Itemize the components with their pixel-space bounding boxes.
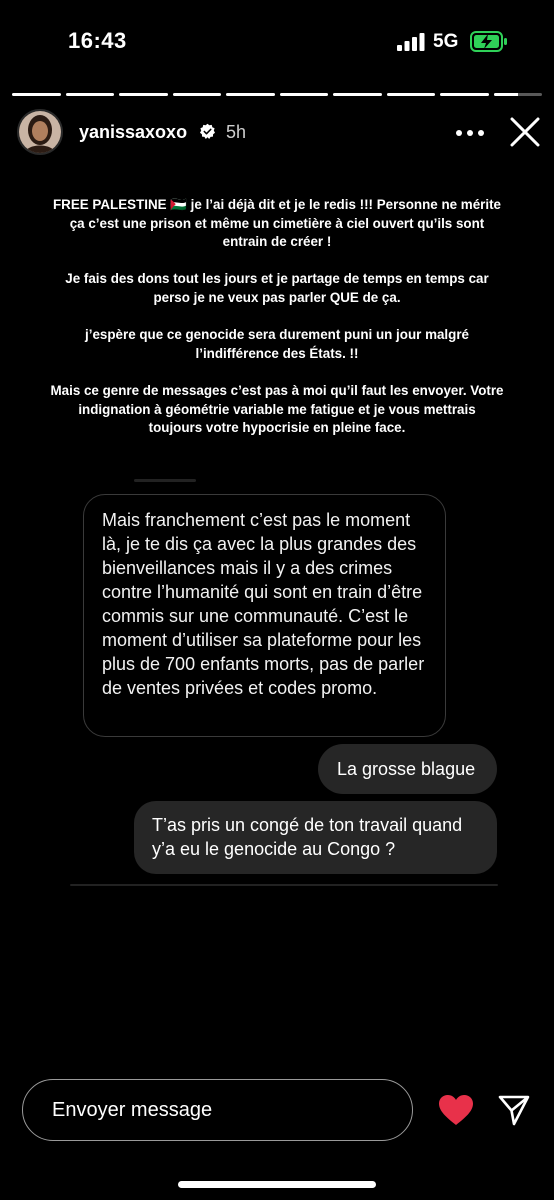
story-progress-fill: [226, 93, 275, 96]
network-label: 5G: [433, 31, 459, 52]
story-progress-fill: [333, 93, 382, 96]
story-header: [0, 105, 554, 161]
story-progress: [12, 93, 542, 97]
divider: [134, 479, 196, 482]
story-progress-fill: [280, 93, 329, 96]
caption-paragraph: Mais ce genre de messages c’est pas à moi qu’il faut les envoyer. Votre indignation à géométrie variable me fatigue et je vous mettrais toujours votre hypocrisie en pleine face.: [50, 382, 504, 436]
story-progress-segment: [173, 93, 222, 96]
status-time: 16:43: [68, 28, 127, 53]
incoming-message: Mais franchement c’est pas le moment là, je te dis ça avec la plus grandes des bienveillances mais il y a des crimes contre l’humanité qui sont en train d’être commis sur une communauté. C’est le moment d’utiliser sa plateforme pour les plus de 700 enfants morts, pas de parler de ventes privées et codes promo.: [83, 494, 446, 737]
story-progress-fill: [494, 93, 518, 96]
outgoing-message: La grosse blague: [318, 744, 497, 794]
story-progress-segment: [494, 93, 543, 96]
caption-paragraph: FREE PALESTINE 🇵🇸 je l’ai déjà dit et je le redis !!! Personne ne mérite ça c’est une prison et même un cimetière à ciel ouvert qu’ils sont entrain de créer !: [52, 197, 502, 250]
send-icon[interactable]: [497, 1093, 531, 1127]
caption-paragraph: Je fais des dons tout les jours et je partage de temps en temps car perso je ne veux pas parler QUE de ça.: [65, 271, 489, 305]
story-progress-fill: [12, 93, 61, 96]
avatar[interactable]: [17, 109, 63, 155]
message-composer[interactable]: [22, 1079, 413, 1141]
story-progress-fill: [440, 93, 489, 96]
story-caption: [50, 196, 504, 456]
story-progress-segment: [440, 93, 489, 96]
close-icon[interactable]: [508, 115, 542, 149]
signal-icon: [397, 33, 425, 51]
divider: [70, 884, 498, 886]
caption-paragraph: j’espère que ce genocide sera durement puni un jour malgré l’indifférence des États. !!: [85, 327, 469, 361]
story-progress-segment: [387, 93, 436, 96]
heart-icon[interactable]: [438, 1094, 474, 1126]
story-progress-segment: [119, 93, 168, 96]
story-progress-fill: [387, 93, 436, 96]
message-input[interactable]: [52, 1097, 382, 1123]
verified-badge-icon: [199, 123, 216, 140]
story-progress-segment: [226, 93, 275, 96]
more-options-icon[interactable]: [455, 128, 485, 138]
story-progress-fill: [173, 93, 222, 96]
story-progress-segment: [12, 93, 61, 96]
story-progress-segment: [280, 93, 329, 96]
story-progress-segment: [333, 93, 382, 96]
story-progress-fill: [119, 93, 168, 96]
story-progress-fill: [66, 93, 115, 96]
outgoing-message: T’as pris un congé de ton travail quand y’a eu le genocide au Congo ?: [134, 801, 497, 874]
story-progress-segment: [66, 93, 115, 96]
home-indicator: [178, 1181, 376, 1188]
battery-charging-icon: [470, 31, 508, 52]
username[interactable]: yanissaxoxo: [79, 122, 188, 142]
post-time: 5h: [226, 122, 247, 142]
status-bar: [0, 0, 554, 80]
